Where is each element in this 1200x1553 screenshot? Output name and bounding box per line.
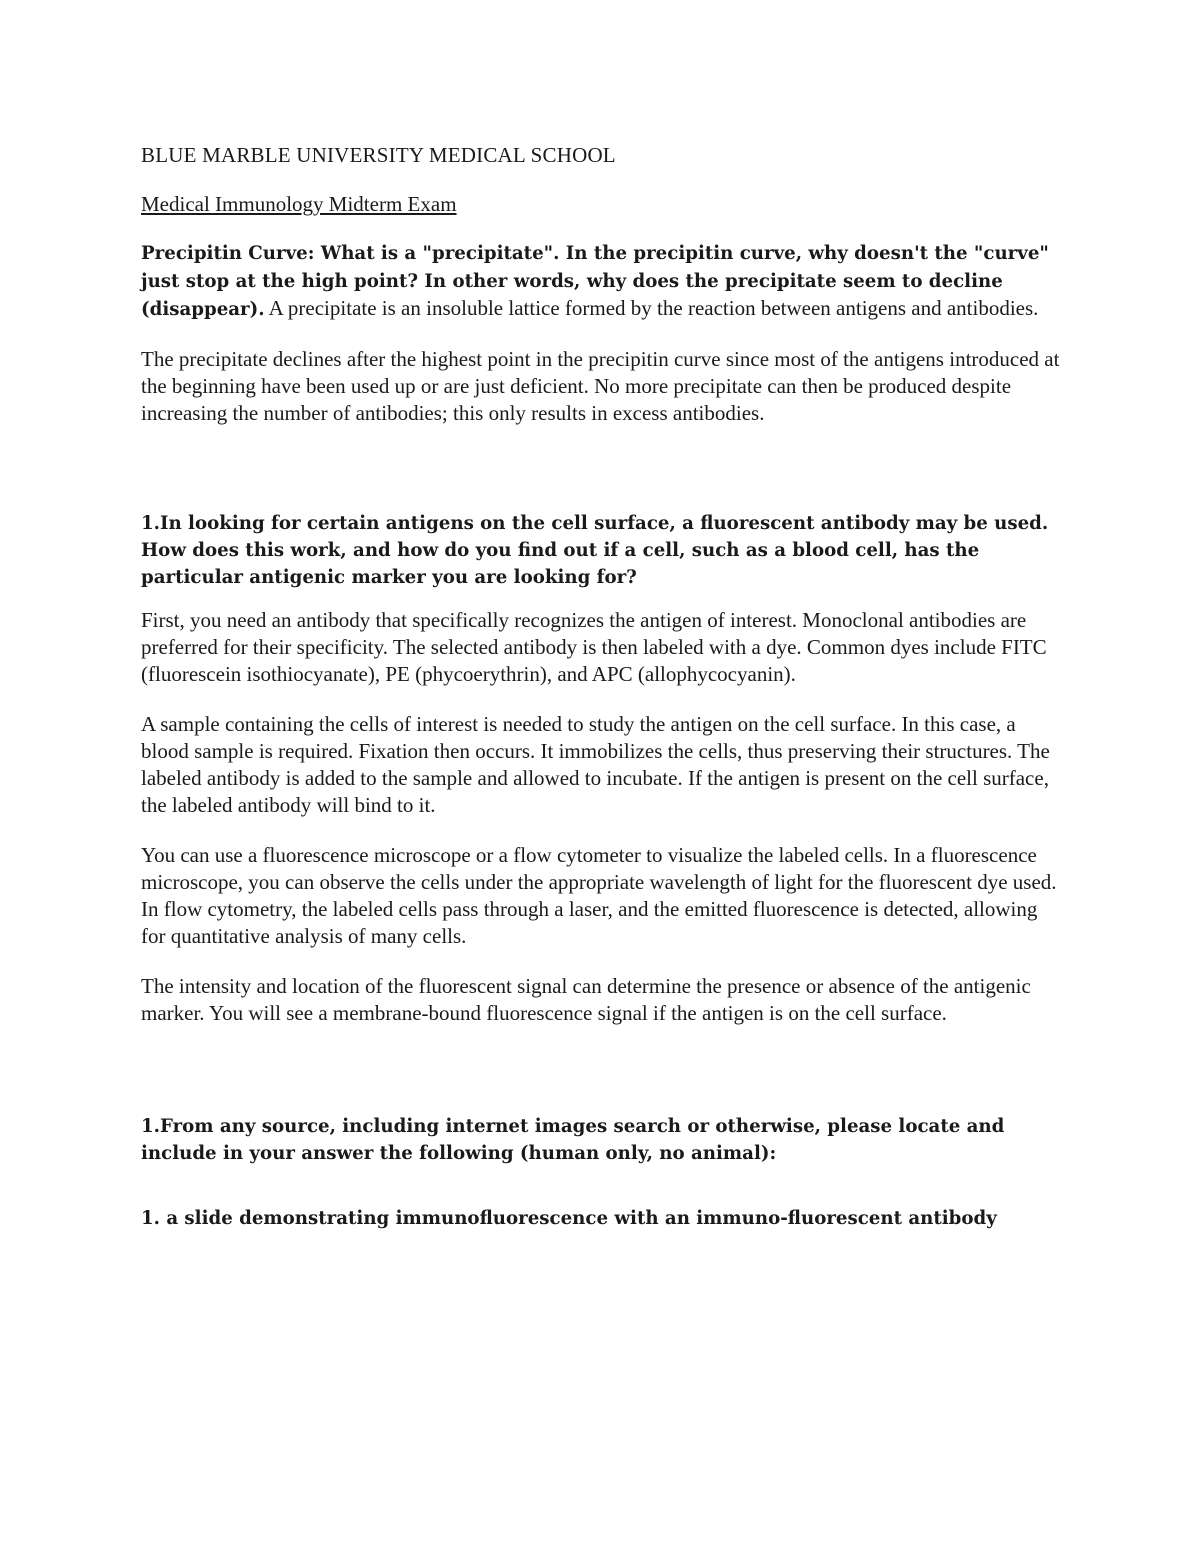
- section-spacer: [141, 1183, 1066, 1205]
- precipitin-question: Precipitin Curve: What is a "precipitate". In the precipitin curve, why doesn't the "curve" just stop at the high point? In other words, why does the precipitate seem to decline (disappear).: [141, 243, 1049, 320]
- source-question-item-1: 1. a slide demonstrating immunofluorescence with an immuno-fluorescent antibody: [141, 1208, 997, 1229]
- precipitin-answer-paragraph-2: The precipitate declines after the highest point in the precipitin curve since most of the antigens introduced at the beginning have been used up or are just deficient. No more precipitate can then be produced despite increasing the number of antibodies; this only results in excess antibodies.: [141, 347, 1060, 425]
- institution-heading: BLUE MARBLE UNIVERSITY MEDICAL SCHOOL: [141, 143, 616, 167]
- fluorescent-answer-paragraph-1: First, you need an antibody that specifically recognizes the antigen of interest. Monoclonal antibodies are preferred for their specificity. The selected antibody is then labeled with a dye. Common dyes include FITC (fluorescein isothiocyanate), PE (phycoerythrin), and APC (allophycocyanin).: [141, 608, 1047, 686]
- section-spacer: [141, 450, 1066, 510]
- fluorescent-answer-paragraph-2: A sample containing the cells of interest is needed to study the antigen on the cell surface. In this case, a blood sample is required. Fixation then occurs. It immobilizes the cells, thus preserving their structures. The labeled antibody is added to the sample and allowed to incubate. If the antigen is present on the cell surface, the labeled antibody will bind to it.: [141, 712, 1050, 817]
- fluorescent-antibody-question: 1.In looking for certain antigens on the cell surface, a fluorescent antibody may be used. How does this work, and how do you find out if a cell, such as a blood cell, has the particular antigenic marker you are looking for?: [141, 513, 1049, 588]
- precipitin-paragraph: [141, 239, 1066, 323]
- exam-title: Medical Immunology Midterm Exam: [141, 192, 457, 216]
- fluorescent-answer-paragraph-3: You can use a fluorescence microscope or a flow cytometer to visualize the labeled cells. In a fluorescence microscope, you can observe the cells under the appropriate wavelength of light for the fluorescent dye used. In flow cytometry, the labeled cells pass through a laser, and the emitted fluorescence is detected, allowing for quantitative analysis of many cells.: [141, 843, 1057, 948]
- section-spacer: [141, 1050, 1066, 1113]
- precipitin-answer-intro: A precipitate is an insoluble lattice formed by the reaction between antigens and antibodies.: [264, 296, 1039, 320]
- document-page: [141, 140, 1066, 1248]
- source-question: 1.From any source, including internet images search or otherwise, please locate and include in your answer the following (human only, no animal):: [141, 1116, 1005, 1164]
- fluorescent-answer-paragraph-4: The intensity and location of the fluorescent signal can determine the presence or absence of the antigenic marker. You will see a membrane-bound fluorescence signal if the antigen is on the cell surface.: [141, 974, 1031, 1025]
